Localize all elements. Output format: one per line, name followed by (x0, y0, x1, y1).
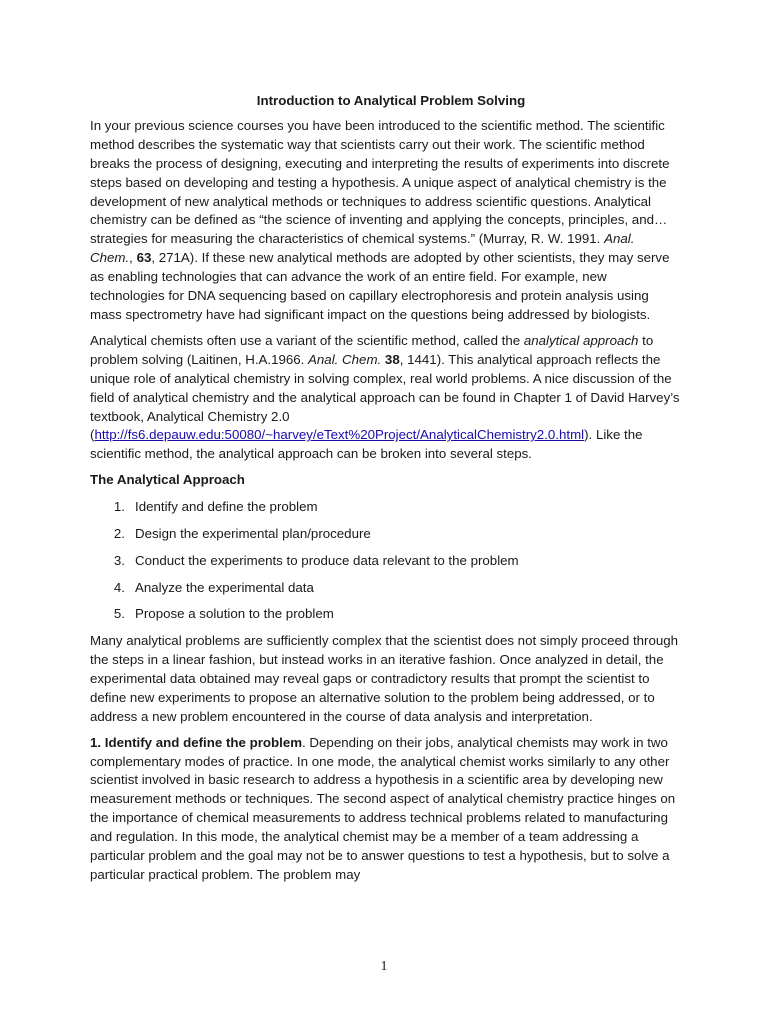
textbook-link[interactable]: http://fs6.depauw.edu:50080/~harvey/eText%20Project/AnalyticalChemistry2.0.html (94, 427, 585, 443)
identify-problem-text: . Depending on their jobs, analytical chemists may work in two complementary modes of practice. In one mode, the analytical chemist works similarly to any other scientist involved in basic research to address a hypothesis in a scientific area by developing new measurement methods or techniques. The second aspect of analytical chemistry practice hinges on the importance of chemical measurements to address technical problems related to manufacturing and regulation. In this mode, the analytical chemist may be a member of a team addressing a particular problem and the goal may not be to answer questions to test a hypothesis, but to solve a particular practical problem. The problem may (90, 734, 676, 882)
journal-citation: Anal. Chem. (90, 231, 635, 266)
step-number: 3. (113, 552, 125, 568)
page-number: 1 (380, 959, 388, 974)
step-text: Propose a solution to the problem (135, 606, 334, 622)
section-heading: The Analytical Approach (90, 472, 245, 488)
steps-list (90, 498, 680, 624)
step-number: 1. (113, 499, 125, 515)
step-text: Analyze the experimental data (135, 579, 314, 595)
intro-text-rest: , 271A). If these new analytical methods are adopted by other scientists, they may serve as enabling technologies that can advance the work of an entire field. For example, new technologies for DNA sequencing based on capillary electrophoresis and protein analysis using mass spectrometry have had significant impact on the questions being addressed by biologists. (90, 250, 670, 322)
volume-number-2: 38 (384, 351, 400, 367)
analytical-approach-term: analytical approach (523, 332, 639, 348)
list-item (90, 552, 680, 571)
paragraph-iterative: Many analytical problems are sufficiently complex that the scientist does not simply proceed through the steps in a linear fashion, but instead works in an iterative fashion. Once analyzed in detail, the experimental data obtained may reveal gaps or contradictory results that prompt the scientist to define new experiments to propose an alternative solution to the problem being addressed, or to address a new problem encountered in the course of data analysis and interpretation. (90, 633, 679, 724)
intro-text: In your previous science courses you have been introduced to the scientific method. The scientific method describes the systematic way that scientists carry out their work. The scientific method breaks the process of designing, executing and interpreting the results of experiments into discrete steps based on developing and testing a hypothesis. A unique aspect of analytical chemistry is the development of new analytical methods or techniques to address scientific questions. Analytical chemistry can be defined as “the science of inventing and applying the concepts, principles, and…strategies for measuring the characteristics of chemical systems.” (Murray, R. W. 1991. (90, 117, 670, 247)
journal-citation-2: Anal. Chem. (308, 351, 382, 367)
citation-separator: , (129, 250, 137, 266)
list-item (90, 498, 680, 517)
subsection-heading: 1. Identify and define the problem (90, 734, 303, 750)
list-item (90, 605, 680, 624)
document-page (90, 92, 680, 892)
step-number: 5. (113, 606, 125, 622)
list-item (90, 579, 680, 598)
approach-text: Analytical chemists often use a variant of the scientific method, called the (90, 332, 524, 348)
paragraph-intro (90, 117, 680, 325)
step-text: Identify and define the problem (135, 499, 318, 515)
step-text: Design the experimental plan/procedure (135, 525, 371, 541)
step-text: Conduct the experiments to produce data relevant to the problem (135, 552, 519, 568)
volume-number: 63 (136, 250, 152, 266)
approach-text-d: ). Like the scientific method, the analytical approach can be broken into several steps. (90, 427, 643, 462)
approach-text-b: to problem solving (Laitinen, H.A.1966. (90, 332, 654, 367)
step-number: 2. (113, 525, 125, 541)
paragraph-analytical-approach (90, 332, 680, 464)
paragraph-identify-problem (90, 734, 680, 885)
step-number: 4. (113, 579, 125, 595)
document-title: Introduction to Analytical Problem Solving (256, 93, 526, 108)
approach-text-c: , 1441). This analytical approach reflects the unique role of analytical chemistry in solving complex, real world problems. A nice discussion of the field of analytical chemistry and the analytical approach can be found in Chapter 1 of David Harvey’s textbook, Analytical Chemistry 2.0 ( (90, 351, 680, 443)
list-item (90, 525, 680, 544)
